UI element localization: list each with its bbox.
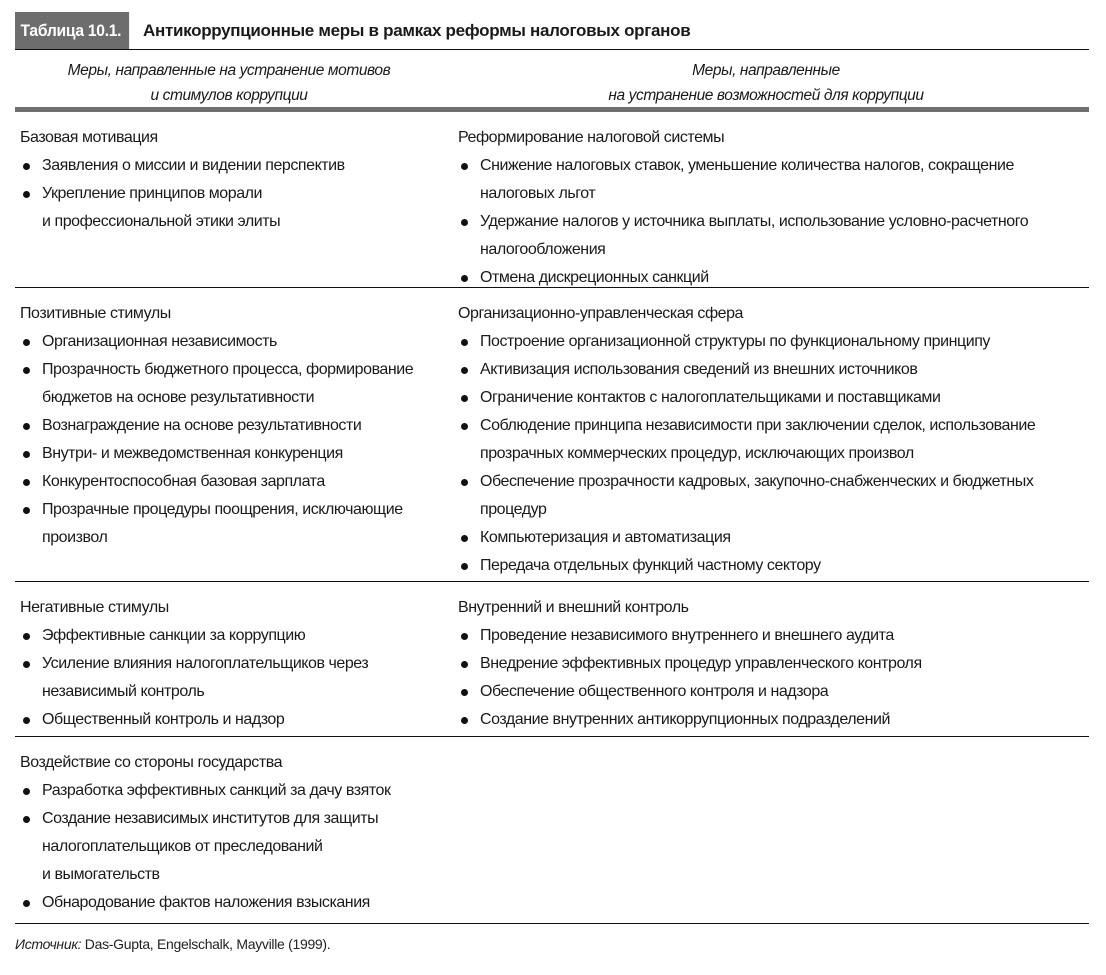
list-item-text: Создание внутренних антикоррупционных подразделений xyxy=(480,711,890,728)
list-item xyxy=(20,440,455,468)
list-item-text: Ограничение контактов с налогоплательщиками и поставщиками xyxy=(480,389,941,406)
list-item-text: Вознаграждение на основе результативности xyxy=(42,417,362,434)
list-item-text: Разработка эффективных санкций за дачу взяток xyxy=(42,782,391,799)
list-item xyxy=(20,356,455,412)
cell-category-title: Реформирование налоговой системы xyxy=(458,129,725,146)
list-item xyxy=(458,524,1089,552)
list-item xyxy=(20,889,455,917)
list-item-text: налоговых льгот xyxy=(480,185,596,202)
list-item xyxy=(20,706,455,734)
source-text: Das-Gupta, Engelschalk, Mayville (1999). xyxy=(81,936,331,952)
table-cell-right xyxy=(455,288,1089,581)
bullet-list xyxy=(20,622,455,734)
list-item xyxy=(458,622,1089,650)
column-header-left-line2: и стимулов коррупции xyxy=(150,87,308,104)
list-item-text: процедур xyxy=(480,501,547,518)
bullet-icon xyxy=(461,275,468,282)
list-item-text: прозрачных коммерческих процедур, исключающих произвол xyxy=(480,445,914,462)
list-item xyxy=(458,706,1089,734)
list-item-text: Отмена дискреционных санкций xyxy=(480,269,709,286)
list-item-text: Прозрачность бюджетного процесса, формирование xyxy=(42,361,414,378)
source-label: Источник: xyxy=(15,936,82,952)
list-item xyxy=(20,777,455,805)
bullet-icon xyxy=(461,479,468,486)
table-number-label: Таблица 10.1. xyxy=(15,12,129,49)
cell-category-title: Позитивные стимулы xyxy=(20,305,171,322)
list-item-text: Организационная независимость xyxy=(42,333,277,350)
bullet-icon xyxy=(23,507,30,514)
list-item-text: Внедрение эффективных процедур управленческого контроля xyxy=(480,655,922,672)
table-body xyxy=(15,112,1089,924)
list-item-text: Обеспечение прозрачности кадровых, закупочно-снабженческих и бюджетных xyxy=(480,473,1034,490)
bullet-icon xyxy=(23,479,30,486)
column-header-right xyxy=(443,50,1089,107)
source-note xyxy=(15,924,1089,952)
list-item-text: Соблюдение принципа независимости при заключении сделок, использование xyxy=(480,417,1036,434)
table-document xyxy=(15,12,1089,952)
bullet-icon xyxy=(23,788,30,795)
table-title: Антикоррупционные меры в рамках реформы налоговых органов xyxy=(143,20,691,40)
bullet-icon xyxy=(23,191,30,198)
bullet-icon xyxy=(23,900,30,907)
column-header-left-line1: Меры, направленные на устранение мотивов xyxy=(67,62,391,79)
list-item-text: Конкурентоспособная базовая зарплата xyxy=(42,473,325,490)
list-item xyxy=(20,805,455,889)
table-row xyxy=(15,112,1089,288)
cell-category-title: Негативные стимулы xyxy=(20,599,169,616)
list-item xyxy=(20,496,455,552)
list-item-text: Прозрачные процедуры поощрения, исключающие xyxy=(42,501,403,518)
table-row xyxy=(15,582,1089,737)
bullet-icon xyxy=(461,717,468,724)
list-item-text: и профессиональной этики элиты xyxy=(42,213,281,230)
bullet-icon xyxy=(461,535,468,542)
list-item-text: произвол xyxy=(42,529,108,546)
bullet-list xyxy=(20,152,455,236)
column-header-right-line1: Меры, направленные xyxy=(692,62,840,79)
bullet-icon xyxy=(23,339,30,346)
cell-category-title: Базовая мотивация xyxy=(20,129,158,146)
bullet-icon xyxy=(461,163,468,170)
bullet-icon xyxy=(461,423,468,430)
table-cell-left xyxy=(15,737,455,923)
list-item-text: Передача отдельных функций частному сектору xyxy=(480,557,821,574)
bullet-icon xyxy=(461,661,468,668)
table-cell-left xyxy=(15,288,455,581)
list-item-text: Снижение налоговых ставок, уменьшение количества налогов, сокращение xyxy=(480,157,1014,174)
list-item xyxy=(458,384,1089,412)
bullet-list xyxy=(458,152,1089,292)
list-item-text: Обеспечение общественного контроля и надзора xyxy=(480,683,829,700)
list-item-text: налогообложения xyxy=(480,241,606,258)
table-cell-right xyxy=(455,737,1089,923)
list-item xyxy=(20,622,455,650)
list-item xyxy=(458,152,1089,208)
table-row xyxy=(15,737,1089,924)
bullet-list xyxy=(458,328,1089,580)
list-item-text: и вымогательств xyxy=(42,866,160,883)
list-item-text: Построение организационной структуры по функциональному принципу xyxy=(480,333,990,350)
list-item-text: налогоплательщиков от преследований xyxy=(42,838,323,855)
table-cell-left xyxy=(15,112,455,287)
bullet-icon xyxy=(461,689,468,696)
cell-category-title: Воздействие со стороны государства xyxy=(20,754,283,771)
bullet-icon xyxy=(23,661,30,668)
cell-category-title: Организационно-управленческая сфера xyxy=(458,305,744,322)
list-item xyxy=(458,468,1089,524)
column-headers xyxy=(15,50,1089,112)
list-item-text: независимый контроль xyxy=(42,683,205,700)
list-item-text: Укрепление принципов морали xyxy=(42,185,263,202)
list-item xyxy=(458,412,1089,468)
bullet-icon xyxy=(23,717,30,724)
list-item xyxy=(458,650,1089,678)
list-item-text: Общественный контроль и надзор xyxy=(42,711,285,728)
list-item-text: Усиление влияния налогоплательщиков через xyxy=(42,655,369,672)
column-header-left xyxy=(15,50,443,107)
bullet-list xyxy=(20,777,455,917)
table-title-row xyxy=(15,12,1089,50)
bullet-icon xyxy=(23,367,30,374)
list-item-text: Проведение независимого внутреннего и внешнего аудита xyxy=(480,627,894,644)
bullet-icon xyxy=(23,451,30,458)
table-row xyxy=(15,288,1089,582)
bullet-list xyxy=(20,328,455,552)
bullet-icon xyxy=(461,219,468,226)
bullet-icon xyxy=(23,163,30,170)
list-item xyxy=(458,678,1089,706)
bullet-icon xyxy=(23,423,30,430)
list-item xyxy=(20,412,455,440)
list-item xyxy=(458,552,1089,580)
table-cell-right xyxy=(455,582,1089,736)
list-item xyxy=(20,650,455,706)
list-item-text: Эффективные санкции за коррупцию xyxy=(42,627,306,644)
bullet-icon xyxy=(461,339,468,346)
column-header-right-line2: на устранение возможностей для коррупции xyxy=(608,87,924,104)
bullet-icon xyxy=(461,395,468,402)
list-item-text: Удержание налогов у источника выплаты, использование условно-расчетного xyxy=(480,213,1029,230)
list-item xyxy=(20,180,455,236)
list-item-text: Компьютеризация и автоматизация xyxy=(480,529,731,546)
table-cell-left xyxy=(15,582,455,736)
bullet-icon xyxy=(461,563,468,570)
list-item xyxy=(458,356,1089,384)
list-item-text: Обнародование фактов наложения взыскания xyxy=(42,894,370,911)
list-item xyxy=(458,208,1089,264)
list-item-text: Создание независимых институтов для защиты xyxy=(42,810,379,827)
list-item xyxy=(20,468,455,496)
list-item xyxy=(20,328,455,356)
bullet-icon xyxy=(23,816,30,823)
list-item-text: Активизация использования сведений из внешних источников xyxy=(480,361,918,378)
list-item xyxy=(458,328,1089,356)
bullet-icon xyxy=(461,633,468,640)
list-item-text: бюджетов на основе результативности xyxy=(42,389,315,406)
cell-category-title: Внутренний и внешний контроль xyxy=(458,599,689,616)
list-item xyxy=(458,264,1089,292)
bullet-list xyxy=(458,622,1089,734)
table-cell-right xyxy=(455,112,1089,287)
bullet-icon xyxy=(461,367,468,374)
list-item-text: Внутри- и межведомственная конкуренция xyxy=(42,445,343,462)
bullet-icon xyxy=(23,633,30,640)
list-item xyxy=(20,152,455,180)
list-item-text: Заявления о миссии и видении перспектив xyxy=(42,157,345,174)
